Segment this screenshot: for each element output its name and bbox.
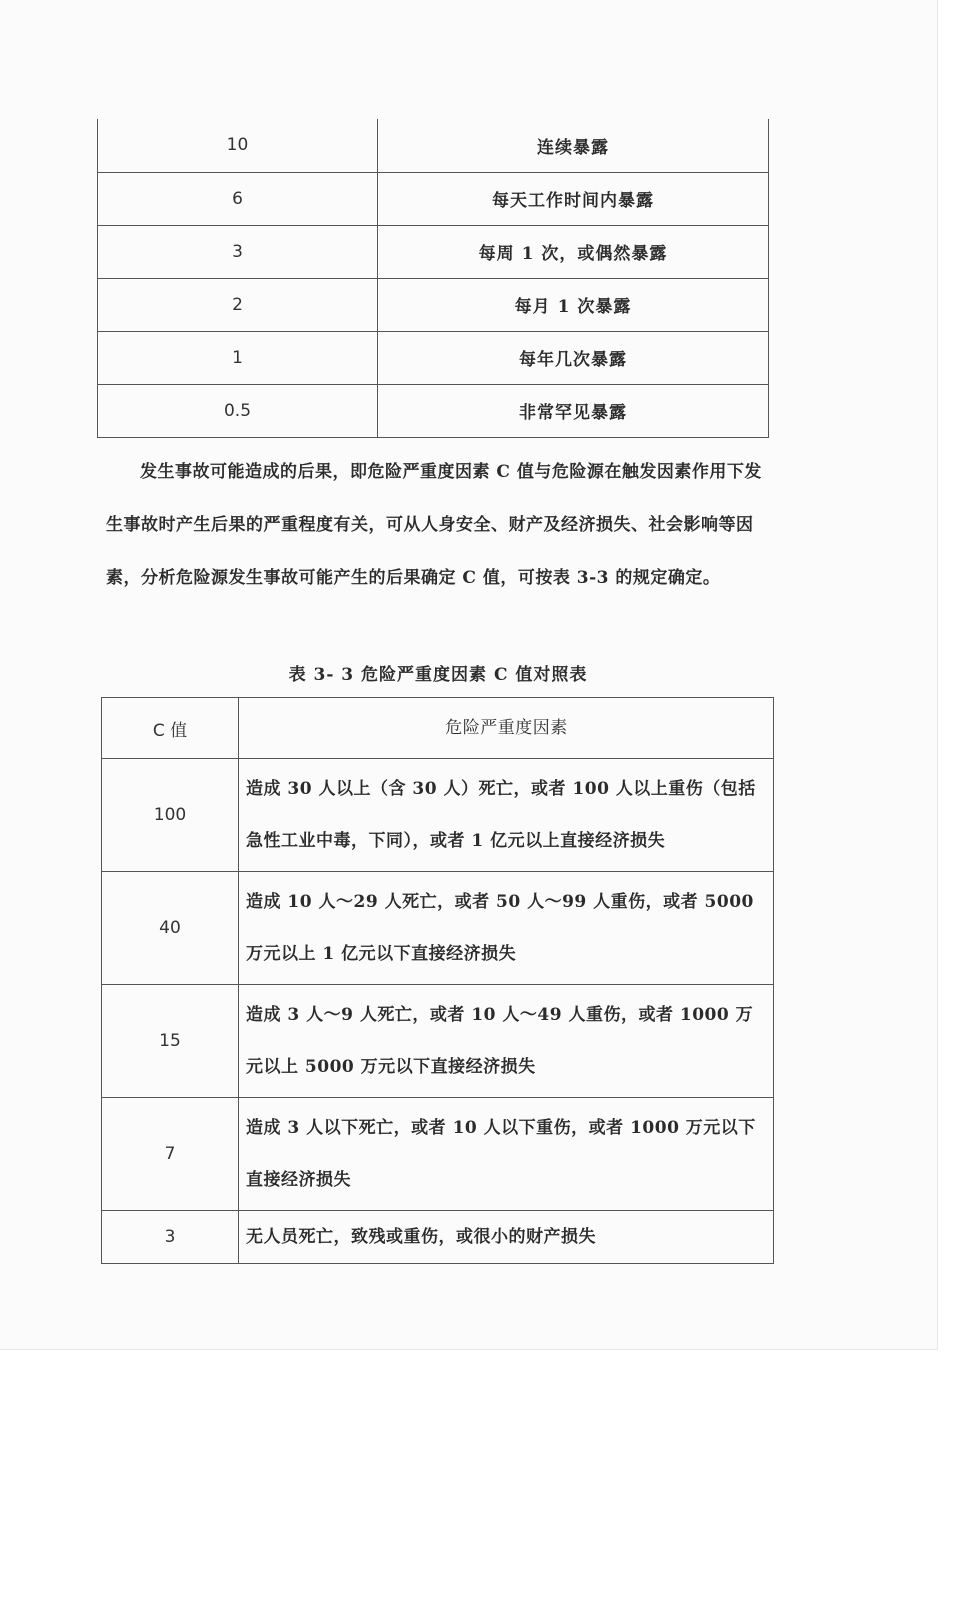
exposure-frequency-table — [97, 119, 769, 438]
table-row — [102, 1211, 774, 1264]
exposure-value: 6 — [98, 172, 378, 225]
c-value-cell: 3 — [102, 1211, 239, 1264]
exposure-description: 连续暴露 — [378, 119, 769, 172]
table-row — [98, 384, 769, 437]
c-value-cell: 7 — [102, 1098, 239, 1211]
exposure-description: 每月 1 次暴露 — [378, 278, 769, 331]
table-row — [98, 225, 769, 278]
table-row — [98, 278, 769, 331]
table-header-row — [102, 698, 774, 759]
c-value-header: C 值 — [102, 698, 239, 759]
severity-description-cell: 造成 3 人～9 人死亡，或者 10 人～49 人重伤，或者 1000 万元以上 5000 万元以下直接经济损失 — [239, 985, 774, 1098]
table-row — [98, 331, 769, 384]
table-row — [102, 1098, 774, 1211]
exposure-description: 每周 1 次，或偶然暴露 — [378, 225, 769, 278]
c-value-cell: 40 — [102, 872, 239, 985]
severity-description-cell: 造成 30 人以上（含 30 人）死亡，或者 100 人以上重伤（包括急性工业中毒，下同），或者 1 亿元以上直接经济损失 — [239, 759, 774, 872]
exposure-value: 3 — [98, 225, 378, 278]
table-row — [102, 872, 774, 985]
exposure-value: 2 — [98, 278, 378, 331]
table-row — [98, 119, 769, 172]
severity-factor-table — [101, 697, 774, 1264]
table-caption: 表 3- 3 危险严重度因素 C 值对照表 — [288, 665, 588, 685]
table-row — [102, 759, 774, 872]
severity-factor-header: 危险严重度因素 — [239, 698, 774, 759]
exposure-value: 10 — [98, 119, 378, 172]
exposure-description: 每天工作时间内暴露 — [378, 172, 769, 225]
severity-description-cell: 造成 10 人～29 人死亡，或者 50 人～99 人重伤，或者 5000 万元以上 1 亿元以下直接经济损失 — [239, 872, 774, 985]
exposure-value: 1 — [98, 331, 378, 384]
body-paragraph: 发生事故可能造成的后果，即危险严重度因素 C 值与危险源在触发因素作用下发生事故时产生后果的严重程度有关，可从人身安全、财产及经济损失、社会影响等因素，分析危险源发生事故可能产生的后果确定 C 值，可按表 3-3 的规定确定。 — [106, 462, 762, 588]
exposure-description: 非常罕见暴露 — [378, 384, 769, 437]
c-value-cell: 100 — [102, 759, 239, 872]
table-row — [102, 985, 774, 1098]
exposure-description: 每年几次暴露 — [378, 331, 769, 384]
c-value-cell: 15 — [102, 985, 239, 1098]
severity-description-cell: 造成 3 人以下死亡，或者 10 人以下重伤，或者 1000 万元以下直接经济损失 — [239, 1098, 774, 1211]
table-row — [98, 172, 769, 225]
exposure-value: 0.5 — [98, 384, 378, 437]
severity-description-cell: 无人员死亡，致残或重伤，或很小的财产损失 — [239, 1211, 774, 1264]
